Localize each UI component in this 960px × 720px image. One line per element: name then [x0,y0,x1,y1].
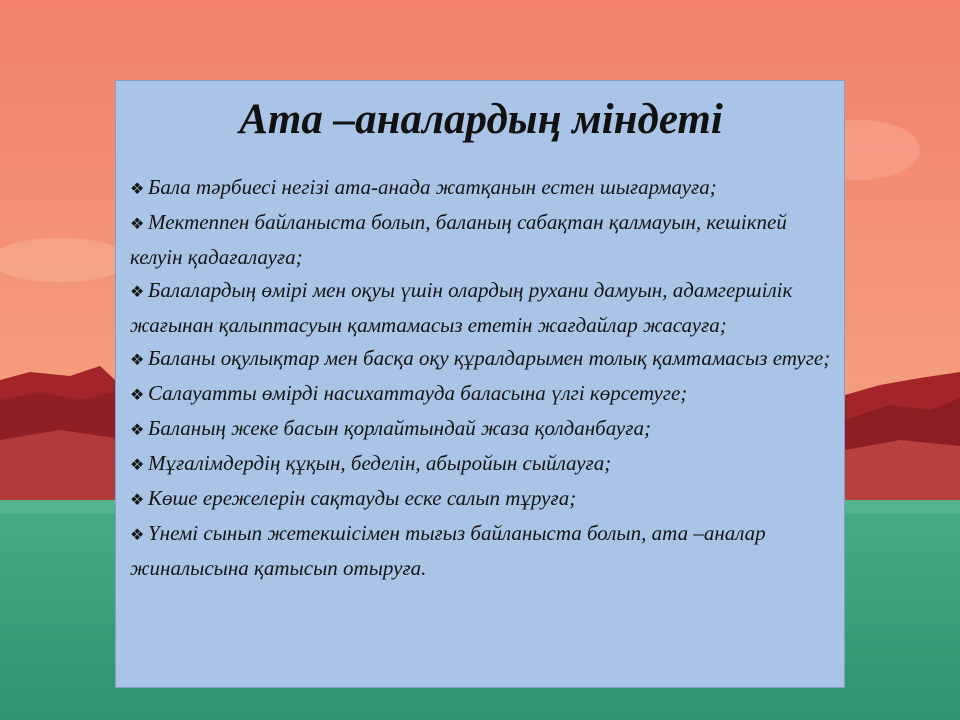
diamond-cluster-icon: ❖ [130,216,145,233]
diamond-cluster-icon: ❖ [130,181,145,198]
diamond-cluster-icon: ❖ [130,422,145,439]
diamond-cluster-icon: ❖ [130,387,145,404]
list-item: ❖ Балалардың өмірі мен оқуы үшін олардың рухани дамуын, адамгершілік жағынан қалыптасуын қамтамасыз ететін жағдайлар жасауға; [130,278,793,337]
list-item: ❖ Мектеппен байланыста болып, баланың сабақтан қалмауын, кешікпей келуін қадағалауға; [130,210,787,269]
list-item: ❖ Баланы оқулықтар мен басқа оқу құралдарымен толық қамтамасыз етуге; [130,342,832,377]
slide-title: Ата –аналардың міндеті [239,96,723,143]
list-item: ❖ Көше ережелерін сақтауды еске салып тұруға; [130,482,832,517]
list-item: ❖ Мұғалімдердің құқын, беделін, абыройын сыйлауға; [130,447,832,482]
diamond-cluster-icon: ❖ [130,284,145,301]
diamond-cluster-icon: ❖ [130,527,145,544]
duties-list [130,171,832,585]
content-panel [115,80,845,688]
list-item: ❖ Баланың жеке басын қорлайтындай жаза қолданбауға; [130,412,832,447]
list-item: ❖ Үнемі сынып жетекшісімен тығыз байланыста болып, ата –аналар жиналысына қатысып отыруға. [130,521,766,580]
list-item: ❖ Бала тәрбиесі негізі ата-анада жатқанын естен шығармауға; [130,171,832,206]
list-item: ❖ Салауатты өмірді насихаттауда баласына үлгі көрсетуге; [130,377,832,412]
diamond-cluster-icon: ❖ [130,492,145,509]
diamond-cluster-icon: ❖ [130,457,145,474]
diamond-cluster-icon: ❖ [130,352,145,369]
